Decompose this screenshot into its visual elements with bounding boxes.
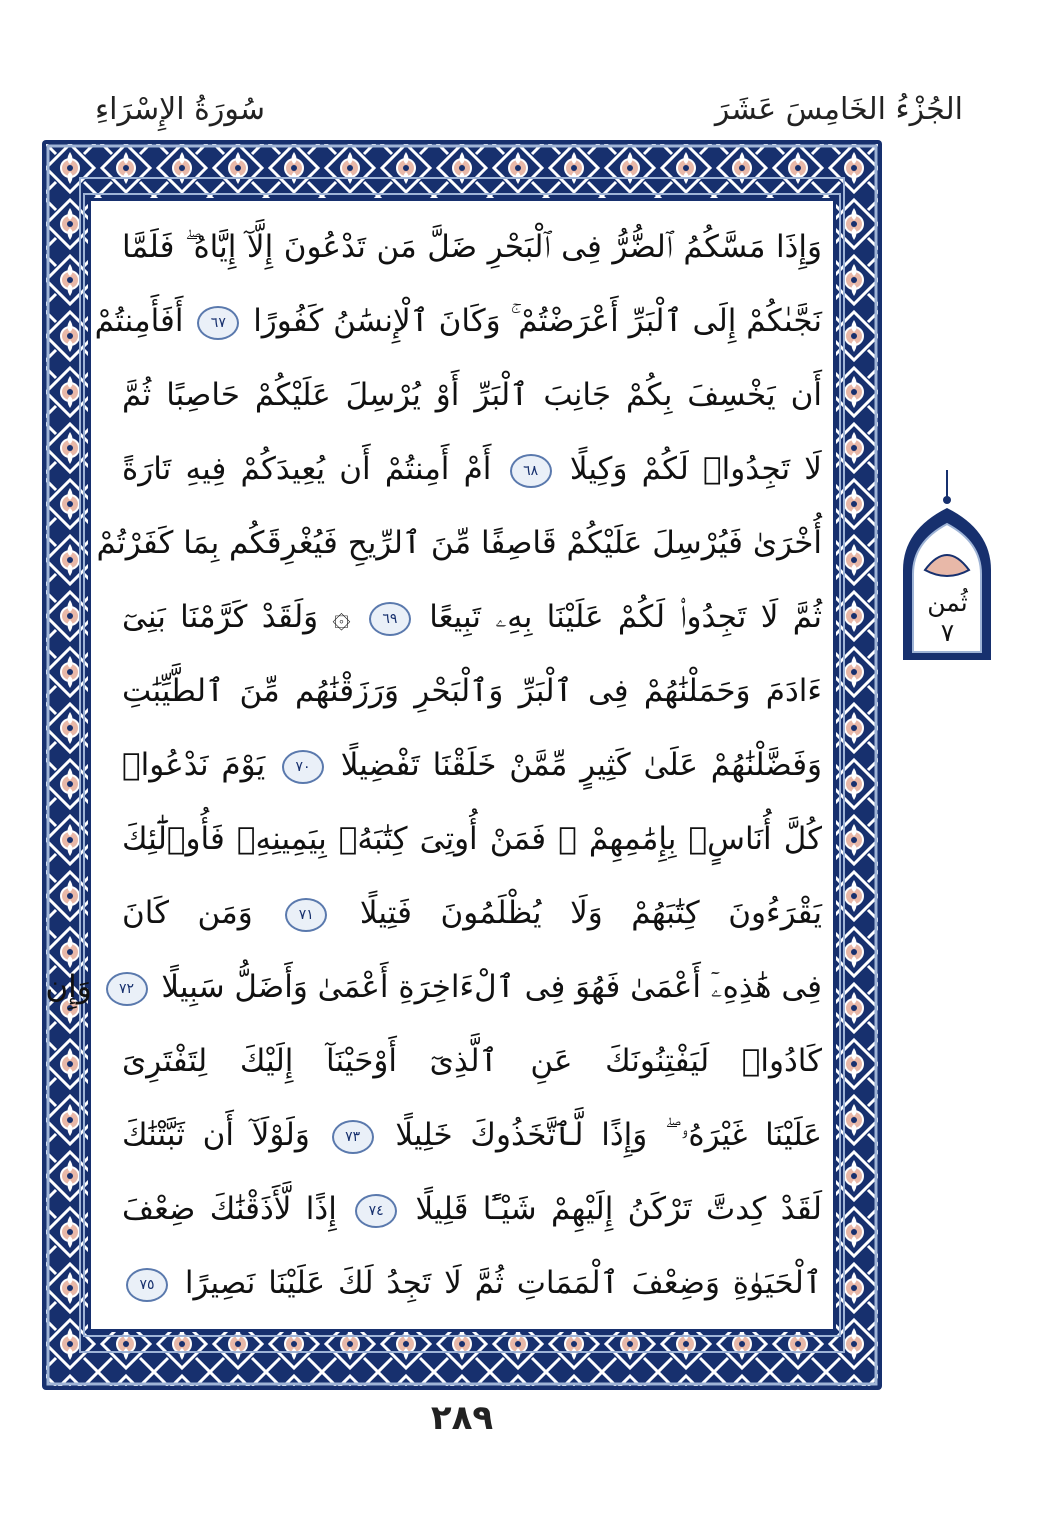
text-line [122,358,822,432]
verse-text: يَقْرَءُونَ كِتَٰبَهُمْ وَلَا يُظْلَمُونَ فَتِيلًا [359,895,822,931]
quran-text [45,210,823,1320]
text-line [122,1024,822,1098]
verse-text: كَادُوا۟ لَيَفْتِنُونَكَ عَنِ ٱلَّذِىٓ أَوْحَيْنَآ إِلَيْكَ لِتَفْتَرِىَ [122,1043,822,1079]
ayah-number-marker: ٦٧ [197,306,239,340]
verse-text: أَن يَخْسِفَ بِكُمْ جَانِبَ ٱلْبَرِّ أَوْ يُرْسِلَ عَلَيْكُمْ حَاصِبًا ثُمَّ [122,377,822,413]
verse-text: لَا تَجِدُوا۟ لَكُمْ وَكِيلًا [569,451,822,487]
verse-text: أَمْ أَمِنتُمْ أَن يُعِيدَكُمْ فِيهِ تَارَةً [122,451,492,487]
verse-text: نَجَّىٰكُمْ إِلَى ٱلْبَرِّ أَعْرَضْتُمْ ۚ وَكَانَ ٱلْإِنسَٰنُ كَفُورًا [253,303,822,339]
text-line [122,580,822,654]
text-line [96,506,822,580]
ayah-number-marker: ٧٢ [106,972,148,1006]
page-number: ٢٨٩ [430,1398,494,1438]
hizb-marker [895,470,1000,670]
verse-text: فِى هَٰذِهِۦٓ أَعْمَىٰ فَهُوَ فِى ٱلْءَاخِرَةِ أَعْمَىٰ وَأَضَلُّ سَبِيلًا [161,969,822,1005]
verse-text: ۞ وَلَقَدْ كَرَّمْنَا بَنِىٓ [122,599,351,635]
text-line [122,728,822,802]
verse-text: وَإِذَا مَسَّكُمُ ٱلضُّرُّ فِى ٱلْبَحْرِ ضَلَّ مَن تَدْعُونَ إِلَّآ إِيَّاهُ ۖ فَلَمَّا [122,229,822,265]
verse-text: أُخْرَىٰ فَيُرْسِلَ عَلَيْكُمْ قَاصِفًا مِّنَ ٱلرِّيحِ فَيُغْرِقَكُم بِمَا كَفَرْتُمْ [96,525,822,561]
ayah-number-marker: ٦٩ [369,602,411,636]
verse-text: وَإِن [45,969,92,1005]
verse-text: إِذًا لَّأَذَقْنَٰكَ ضِعْفَ [122,1191,337,1227]
verse-text: ثُمَّ لَا تَجِدُوا۟ لَكُمْ عَلَيْنَا بِهِۦ تَبِيعًا [429,599,823,635]
verse-text: أَفَأَمِنتُمْ [94,303,184,339]
ayah-number-marker: ٧٥ [126,1268,168,1302]
text-line [122,210,822,284]
hizb-label: ثُمن [927,588,968,617]
juz-title: الجُزْءُ الخَامِسَ عَشَرَ [714,92,963,127]
text-line [122,1172,822,1246]
verse-text: وَلَوْلَآ أَن ثَبَّتْنَٰكَ [122,1117,310,1153]
verse-text: وَفَضَّلْنَٰهُمْ عَلَىٰ كَثِيرٍ مِّمَّنْ خَلَقْنَا تَفْضِيلًا [340,747,823,783]
verse-text: ءَادَمَ وَحَمَلْنَٰهُمْ فِى ٱلْبَرِّ وَٱلْبَحْرِ وَرَزَقْنَٰهُم مِّنَ ٱلطَّيِّبَٰتِ [122,673,822,709]
verse-text: يَوْمَ نَدْعُوا۟ [122,747,266,783]
verse-text: ٱلْحَيَوٰةِ وَضِعْفَ ٱلْمَمَاتِ ثُمَّ لَا تَجِدُ لَكَ عَلَيْنَا نَصِيرًا [184,1265,822,1301]
text-line [122,876,822,950]
text-line [122,654,822,728]
verse-text: لَقَدْ كِدتَّ تَرْكَنُ إِلَيْهِمْ شَيْـًٔا قَلِيلًا [415,1191,823,1227]
text-line [122,432,822,506]
text-line [122,802,822,876]
ayah-number-marker: ٧٠ [282,750,324,784]
ayah-number-marker: ٦٨ [510,454,552,488]
text-line [94,284,822,358]
verse-text: عَلَيْنَا غَيْرَهُۥ ۖ وَإِذًا لَّٱتَّخَذُوكَ خَلِيلًا [395,1117,822,1153]
hizb-number: ٧ [940,618,955,647]
ayah-number-marker: ٧١ [285,898,327,932]
verse-text: كُلَّ أُنَاسٍۭ بِإِمَٰمِهِمْ ۖ فَمَنْ أُوتِىَ كِتَٰبَهُۥ بِيَمِينِهِۦ فَأُو۟لَٰٓئِكَ [122,821,822,857]
verse-text: وَمَن كَانَ [122,895,253,931]
surah-title: سُورَةُ الإِسْرَاءِ [95,92,265,127]
text-line [122,1098,822,1172]
ayah-number-marker: ٧٣ [332,1120,374,1154]
text-line [122,1246,822,1320]
ayah-number-marker: ٧٤ [355,1194,397,1228]
text-line [45,950,822,1024]
